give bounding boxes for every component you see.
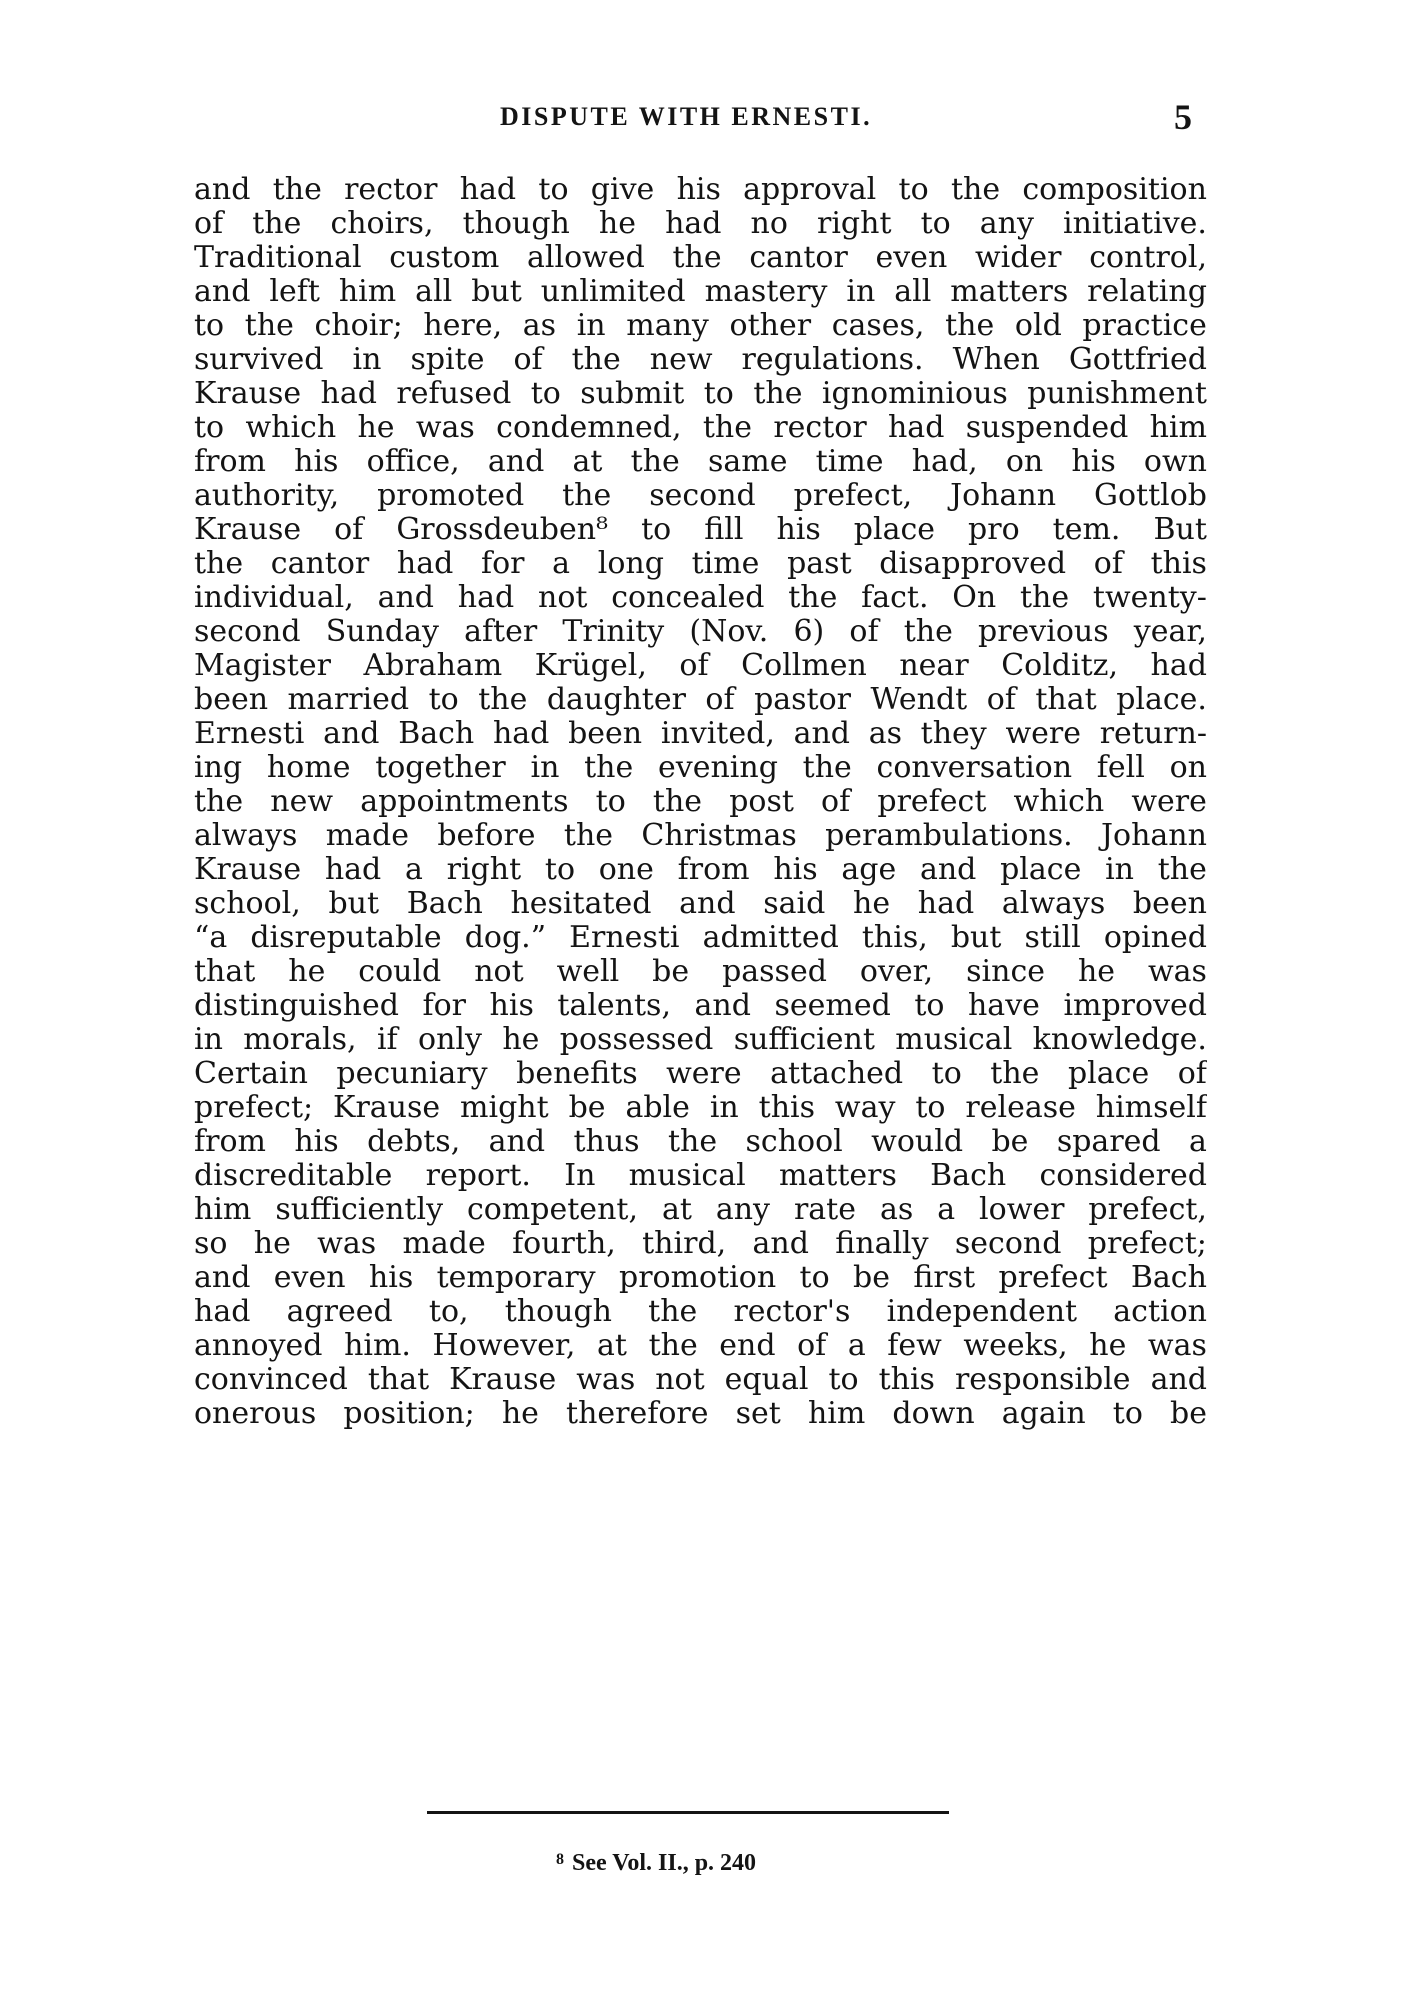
text-line: prefect; Krause might be able in this way to release himself — [194, 1090, 1207, 1125]
text-line: from his office, and at the same time had, on his own — [194, 444, 1207, 479]
text-line: ing home together in the evening the conversation fell on — [194, 750, 1207, 785]
text-line: Krause had a right to one from his age and place in the — [194, 852, 1207, 887]
text-line: had agreed to, though the rector's independent action — [194, 1294, 1207, 1329]
footnote-text: See Vol. II., p. 240 — [572, 1850, 757, 1876]
text-line: school, but Bach hesitated and said he had always been — [194, 886, 1207, 921]
text-line: Krause of Grossdeuben⁸ to fill his place pro tem. But — [194, 512, 1207, 547]
text-line: Krause had refused to submit to the ignominious punishment — [194, 376, 1207, 411]
text-line: and left him all but unlimited mastery in all matters relating — [194, 274, 1207, 309]
text-line: from his debts, and thus the school would be spared a — [194, 1124, 1207, 1159]
footnote-rule — [427, 1811, 949, 1814]
text-line: of the choirs, though he had no right to any initiative. — [194, 206, 1207, 241]
running-title: DISPUTE WITH ERNESTI. — [500, 102, 873, 131]
text-line: Magister Abraham Krügel, of Collmen near Colditz, had — [194, 648, 1207, 683]
text-line: annoyed him. However, at the end of a few weeks, he was — [194, 1328, 1207, 1363]
text-line: always made before the Christmas perambulations. Johann — [194, 818, 1207, 853]
text-line: to the choir; here, as in many other cases, the old practice — [194, 308, 1207, 343]
text-line: and even his temporary promotion to be first prefect Bach — [194, 1260, 1207, 1295]
text-line: him sufficiently competent, at any rate as a lower prefect, — [194, 1192, 1207, 1227]
text-line: survived in spite of the new regulations. When Gottfried — [194, 342, 1207, 377]
text-line: second Sunday after Trinity (Nov. 6) of the previous year, — [194, 614, 1207, 649]
page-number: 5 — [1174, 97, 1192, 137]
text-line: authority, promoted the second prefect, Johann Gottlob — [194, 478, 1207, 513]
text-line: convinced that Krause was not equal to this responsible and — [194, 1362, 1207, 1397]
text-line: Traditional custom allowed the cantor even wider control, — [194, 240, 1207, 275]
text-line: the cantor had for a long time past disapproved of this — [194, 546, 1207, 581]
text-line: onerous position; he therefore set him down again to be — [194, 1396, 1207, 1431]
text-line: that he could not well be passed over, since he was — [194, 954, 1207, 989]
text-line: “a disreputable dog.” Ernesti admitted this, but still opined — [194, 920, 1207, 955]
text-line: been married to the daughter of pastor Wendt of that place. — [194, 682, 1207, 717]
text-line: distinguished for his talents, and seemed to have improved — [194, 988, 1207, 1023]
text-line: discreditable report. In musical matters Bach considered — [194, 1158, 1207, 1193]
text-line: in morals, if only he possessed sufficient musical knowledge. — [194, 1022, 1207, 1057]
footnote-marker: 8 — [556, 1851, 564, 1868]
text-line: Ernesti and Bach had been invited, and as they were return- — [194, 716, 1207, 751]
text-line: Certain pecuniary benefits were attached to the place of — [194, 1056, 1207, 1091]
text-line: individual, and had not concealed the fact. On the twenty- — [194, 580, 1207, 615]
footnote — [556, 1845, 756, 1878]
text-line: so he was made fourth, third, and finally second prefect; — [194, 1226, 1207, 1261]
text-line: and the rector had to give his approval to the composition — [194, 172, 1207, 207]
text-line: the new appointments to the post of prefect which were — [194, 784, 1207, 819]
text-line: to which he was condemned, the rector had suspended him — [194, 410, 1207, 445]
